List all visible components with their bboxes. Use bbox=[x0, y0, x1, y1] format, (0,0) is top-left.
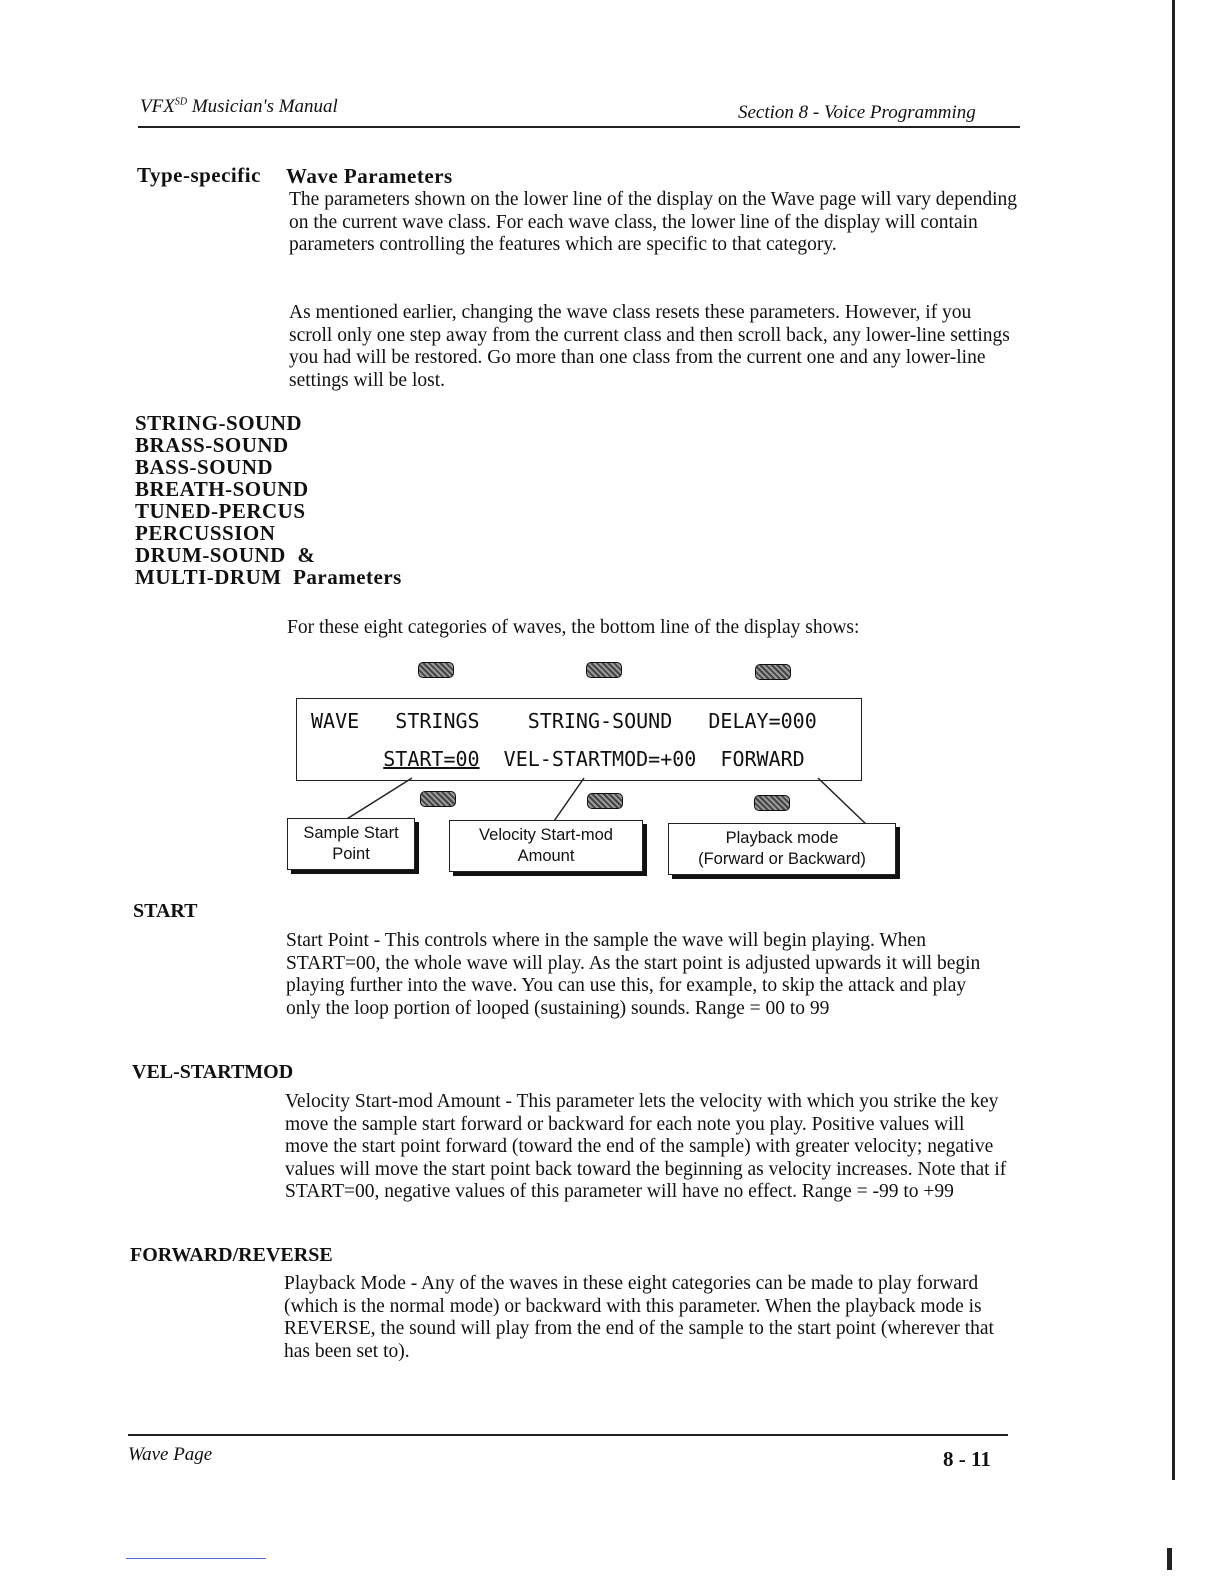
scan-blue-line bbox=[126, 1558, 266, 1559]
category-item: BASS-SOUND bbox=[135, 455, 274, 479]
callout-sample-start bbox=[287, 818, 415, 870]
callout-line: Amount bbox=[517, 847, 575, 865]
category-item: DRUM-SOUND & bbox=[135, 543, 316, 567]
callout-line: (Forward or Backward) bbox=[698, 850, 866, 868]
callout-line: Velocity Start-mod bbox=[479, 826, 613, 844]
footer-rule bbox=[128, 1434, 1008, 1436]
heading-forward-reverse: FORWARD/REVERSE bbox=[130, 1244, 333, 1266]
paragraph-wave-class: The parameters shown on the lower line of the display on the Wave page will vary depending on the current wave class. For each wave class, the lower line of the display will contain parameters controlling the features which are specific to that category. bbox=[289, 189, 1018, 255]
callout-line: Playback mode bbox=[725, 829, 839, 847]
running-header-left: $VFX^{SD}$ Musician's Manual bbox=[140, 96, 338, 117]
callout-velocity-startmod bbox=[449, 820, 643, 872]
callout-line: Point bbox=[332, 845, 370, 863]
scan-edge-line bbox=[1172, 0, 1175, 1480]
callout-line: Sample Start bbox=[303, 824, 399, 842]
category-item: TUNED-PERCUS bbox=[135, 499, 306, 523]
paragraph-start: Start Point - This controls where in the sample the wave will begin playing. When START=00, the whole wave will play. As the start point is adjusted upwards it will begin playing further into the wave. You can use this, for example, to skip the attack and play only the loop portion of looped (sustaining) sounds. Range = 00 to 99 bbox=[286, 930, 981, 1019]
heading-start: START bbox=[133, 900, 198, 922]
margin-label-type-specific: Type-specific bbox=[137, 163, 261, 187]
scan-edge-mark bbox=[1167, 1548, 1172, 1570]
callout-playback-mode bbox=[668, 823, 896, 875]
category-item-last: MULTI-DRUM Parameters bbox=[135, 565, 402, 589]
running-header-right: Section 8 - Voice Programming bbox=[738, 102, 976, 123]
category-item: BREATH-SOUND bbox=[135, 477, 309, 501]
heading-vel-startmod: VEL-STARTMOD bbox=[132, 1061, 294, 1083]
category-item: PERCUSSION bbox=[135, 521, 276, 545]
footer-left: Wave Page bbox=[128, 1444, 213, 1465]
lcd-start-param: START=00 bbox=[383, 747, 480, 771]
lcd-top-line: WAVE STRINGS STRING-SOUND DELAY=000 bbox=[311, 709, 817, 733]
paragraph-wave-class-reset: As mentioned earlier, changing the wave class resets these parameters. However, if you scroll only one step away from the current class and then scroll back, any lower-line settings you had will be restored. Go more than one class from the current one and any lower-line settings will be lost. bbox=[289, 302, 1010, 391]
lcd-mode-param: FORWARD bbox=[720, 747, 805, 771]
display-intro: For these eight categories of waves, the bottom line of the display shows: bbox=[287, 617, 860, 638]
page-number: 8 - 11 bbox=[943, 1447, 991, 1471]
paragraph-forward-reverse: Playback Mode - Any of the waves in these eight categories can be made to play forward (which is the normal mode) or backward with this parameter. When the playback mode is REVERSE, the sound will play from the end of the sample to the start point (wherever that has been set to). bbox=[284, 1273, 994, 1362]
paragraph-vel-startmod: Velocity Start-mod Amount - This parameter lets the velocity with which you strike the key move the sample start forward or backward for each note you play. Positive values will move the start point forward (toward the end of the sample) with greater velocity; negative values will move the start point back toward the beginning as velocity increases. Note that if START=00, negative values of this parameter will have no effect. Range = -99 to +99 bbox=[285, 1091, 1007, 1202]
section-title-wave-parameters: Wave Parameters bbox=[286, 164, 453, 188]
category-item: STRING-SOUND bbox=[135, 411, 303, 435]
category-item: BRASS-SOUND bbox=[135, 433, 289, 457]
lcd-velmod-param: VEL-STARTMOD=+00 bbox=[503, 747, 697, 771]
